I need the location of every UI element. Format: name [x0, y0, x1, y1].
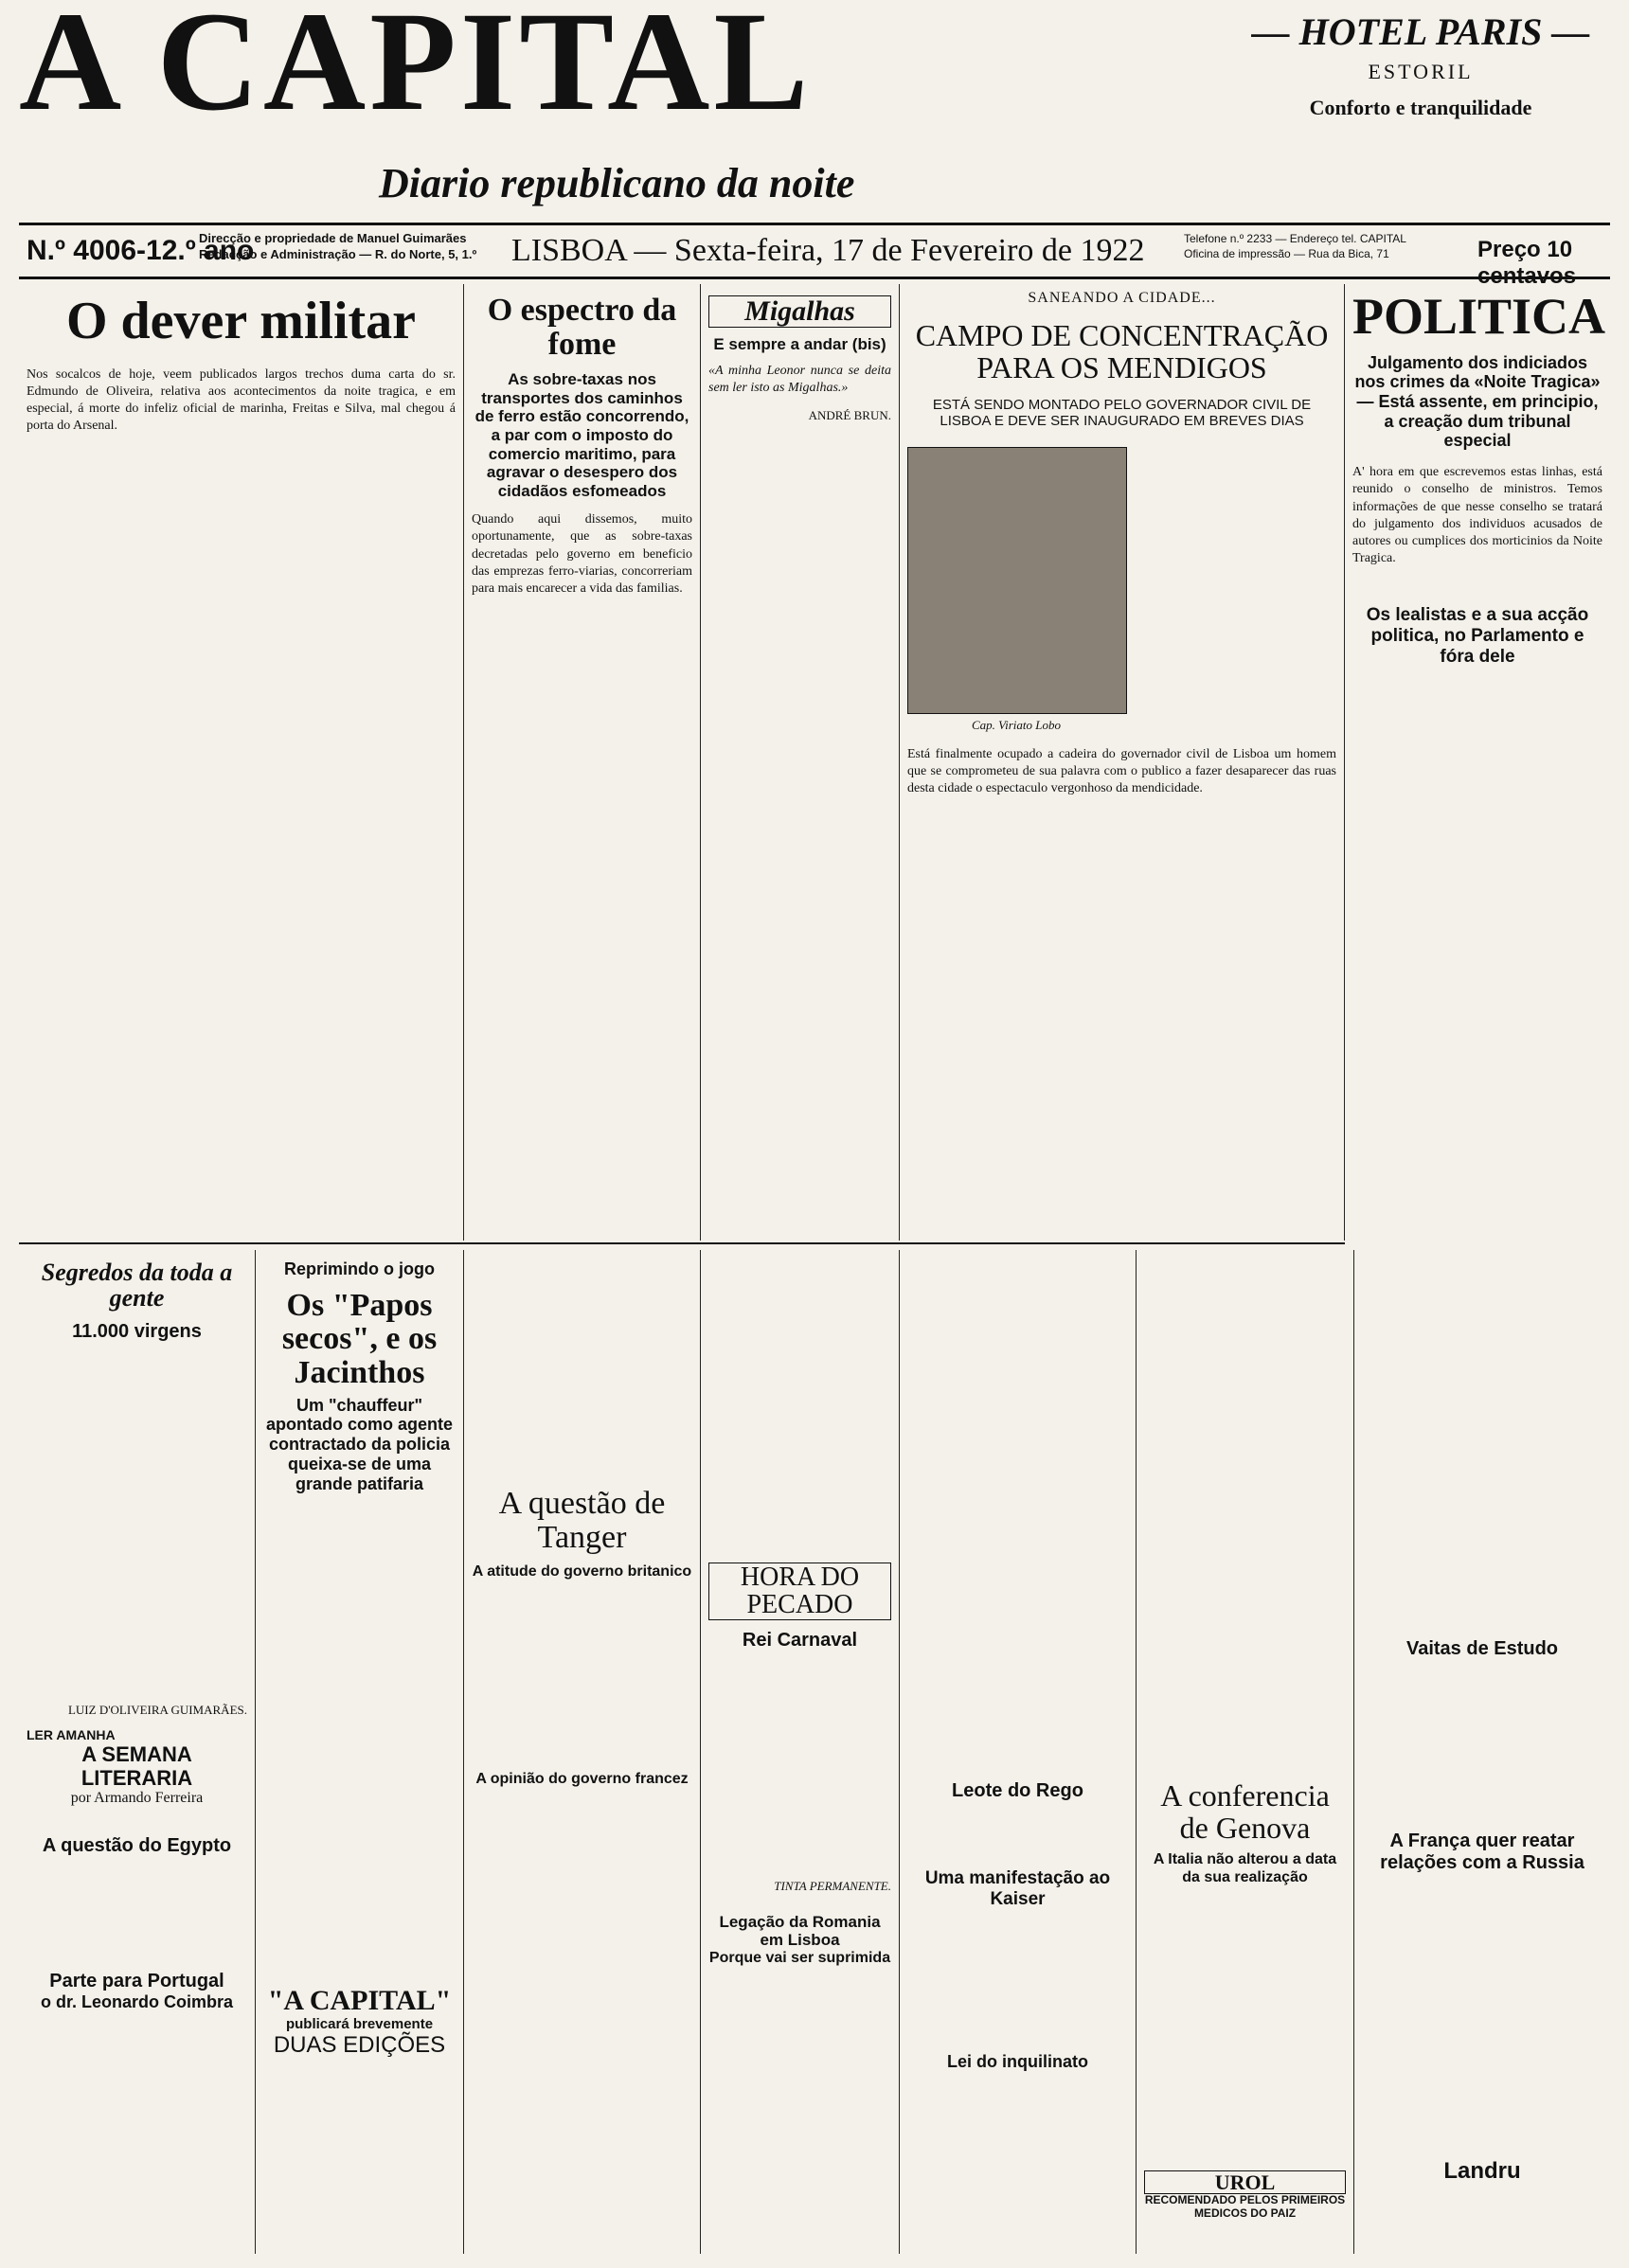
issue-date: LISBOA — Sexta-feira, 17 de Fevereiro de 1922	[511, 233, 1145, 268]
signature: ANDRÉ BRUN.	[808, 408, 891, 423]
capital-ad: "A CAPITAL"	[267, 1985, 452, 2017]
column-campo-concentracao	[900, 284, 1345, 1241]
subhead-2: A opinião do governo francez	[475, 1770, 689, 1787]
headline-kaiser: Uma manifestação ao Kaiser	[924, 1868, 1111, 1909]
ler-amanha: LER AMANHA	[27, 1726, 116, 1742]
capital-ad-line: publicará brevemente	[285, 2015, 434, 2032]
hotel-ad	[1231, 9, 1610, 120]
photo-caption: Cap. Viriato Lobo	[971, 717, 1062, 732]
headline: Segredos da toda a gente	[41, 1259, 233, 1313]
portrait-photo	[907, 447, 1127, 714]
semana-author: por Armando Ferreira	[70, 1790, 204, 1807]
urol-ad: UROL	[1144, 2170, 1346, 2194]
headline-parte: Parte para Portugal	[49, 1971, 224, 1992]
subhead: Julgamento dos indiciados nos crimes da «Noite Tragica» — Está assente, em principio, a creação dum tribunal especial	[1354, 352, 1601, 451]
headline: O espectro da fome	[487, 293, 677, 362]
headline-landru: Landru	[1443, 2158, 1521, 2184]
direction-line: Direcção e propriedade de Manuel Guimarães	[199, 231, 467, 245]
subhead: Rei Carnaval	[742, 1629, 858, 1651]
urol-ad-sub: RECOMENDADO PELOS PRIMEIROS MEDICOS DO PAIZ	[1144, 2193, 1346, 2220]
article-lead: Nos socalcos de hoje, veem publicados largos trechos duma carta do sr. Edmundo de Oliveira, relativa aos acontecimentos da noite tragica, e em especial, á morte do infeliz oficial de marinha, Freitas e Silva, mal chegou á porta do Arsenal.	[27, 366, 456, 434]
article-lead: Quando aqui dissemos, muito oportunamente, que as sobre-taxas decretadas pelo governo em beneficio das emprezas ferro-viarias, concorreriam para mais encarecer a vida das familias.	[472, 512, 692, 596]
deck: ESTÁ SENDO MONTADO PELO GOVERNADOR CIVIL DE LISBOA E DEVE SER INAUGURADO EM BREVES DIAS	[932, 397, 1312, 430]
semana-literaria: A SEMANA LITERARIA	[81, 1741, 193, 1790]
article-lead: Está finalmente ocupado a cadeira do governador civil de Lisboa um homem que se comprometeu de sua palavra com o publico a fazer desaparecer das ruas desta cidade o espectaculo vergonhoso da mendicidade.	[907, 746, 1336, 796]
article-lead: «A minha Leonor nunca se deita sem ler isto as Migalhas.»	[708, 364, 891, 396]
headline-lealistas: Os lealistas e a sua acção politica, no Parlamento e fóra dele	[1366, 605, 1589, 667]
subhead: E sempre a andar (bis)	[713, 334, 886, 353]
kicker: Reprimindo o jogo	[284, 1259, 435, 1278]
column-dever-militar	[19, 284, 464, 1241]
headline: CAMPO DE CONCENTRAÇÃO PARA OS MENDIGOS	[915, 318, 1329, 384]
column-genova	[1137, 1250, 1354, 2254]
headline-legacao: Legação da Romania em Lisboa	[719, 1912, 881, 1950]
column-right-lower	[1354, 1250, 1610, 2254]
headline-leote: Leote do Rego	[952, 1780, 1083, 1801]
subhead: 11.000 virgens	[72, 1320, 202, 1342]
subhead-legacao: Porque vai ser suprimida	[708, 1949, 891, 1966]
headline: HORA DO PECADO	[708, 1563, 891, 1620]
column-leote	[900, 1250, 1137, 2254]
headline: A conferencia de Genova	[1160, 1778, 1330, 1845]
telephone-info	[1184, 231, 1406, 261]
column-espectro-fome	[464, 284, 701, 1241]
headline: O dever militar	[65, 292, 417, 350]
headline-vaitas: Vaitas de Estudo	[1405, 1638, 1559, 1659]
headline-franca: A França quer reatar relações com a Russia	[1380, 1830, 1584, 1873]
column-hora-pecado	[701, 1250, 900, 2254]
hotel-place: ESTORIL	[1368, 60, 1474, 83]
column-segredos	[19, 1250, 256, 2254]
headline-egypto: A questão do Egypto	[42, 1835, 232, 1857]
column-migalhas	[701, 284, 900, 1241]
issue-number: N.º 4006-12.º ano	[27, 235, 255, 266]
column-tanger	[464, 1250, 701, 2254]
subhead: A Italia não alterou a data da sua realização	[1153, 1851, 1337, 1885]
signature: LUIZ D'OLIVEIRA GUIMARÃES.	[67, 1702, 247, 1717]
tel-line: Telefone n.º 2233 — Endereço tel. CAPITAL	[1184, 232, 1406, 245]
divider	[19, 1242, 1345, 1244]
article-lead: A' hora em que escrevemos estas linhas, está reunido o conselho de ministros. Temos informações de que nesse conselho se tratará do julgamento dos individuos acusados de autores ou cumplices dos morticinios da Noite Tragica.	[1352, 465, 1602, 566]
kicker: SANEANDO A CIDADE...	[1028, 290, 1216, 306]
signature: TINTA PERMANENTE.	[774, 1878, 891, 1893]
capital-ad-line: DUAS EDIÇÕES	[273, 2031, 446, 2058]
subhead-parte: o dr. Leonardo Coimbra	[40, 1992, 234, 2012]
headline: Migalhas	[708, 295, 891, 328]
headline: Os "Papos secos", e os Jacinthos	[281, 1287, 438, 1391]
price: Preço 10 centavos	[1477, 237, 1577, 289]
headline: POLITICA	[1352, 288, 1606, 345]
subhead: As sobre-taxas nos transportes dos caminhos de ferro estão concorrendo, a par com o imposto do comercio maritimo, para agravar o desespero dos cidadãos esfomeados	[474, 370, 689, 500]
headline-inquilinato: Lei do inquilinato	[947, 2051, 1088, 2071]
masthead-title: A CAPITAL	[19, 0, 813, 140]
column-politica	[1345, 284, 1610, 1241]
subhead: Um "chauffeur" apontado como agente contractado da policia queixa-se de uma grande patifaria	[265, 1395, 453, 1493]
direction-line: Redacção e Administração — R. do Norte, 5, 1.º	[199, 246, 477, 261]
direction-info	[199, 231, 476, 263]
subhead: A atitude do governo britanico	[472, 1563, 692, 1580]
column-papos-secos	[256, 1250, 464, 2254]
issue-bar	[19, 223, 1610, 289]
tel-line: Oficina de impressão — Rua da Bica, 71	[1184, 247, 1389, 261]
hotel-slogan: Conforto e tranquilidade	[1309, 96, 1532, 119]
hotel-name: — HOTEL PARIS —	[1251, 10, 1590, 53]
masthead-subtitle: Diario republicano da noite	[379, 160, 855, 206]
headline: A questão de Tanger	[498, 1486, 666, 1555]
